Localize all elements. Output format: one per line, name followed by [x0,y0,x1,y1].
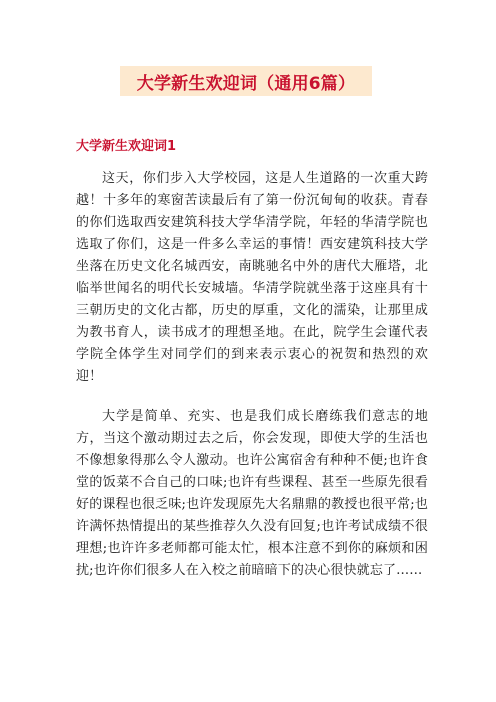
body-paragraph: 大学是简单、充实、也是我们成长磨练我们意志的地方，当这个激动期过去之后，你会发现，即使大学的生活也不像想象得那么令人激动。也许公寓宿舍有种种不便;也许食堂的饭菜不合自己的口味;也许有些课程、甚至一些原先很看好的课程也很乏味;也许发现原先大名鼎鼎的教授也很平常;也许满怀热情提出的某些推荐久久没有回复;也许考试成绩不很理想;也许许多老师都可能太忙，根本注意不到你的麻烦和困扰;也许你们很多人在入校之前暗暗下的决心很快就忘了…… [76,409,428,578]
section-heading: 大学新生欢迎词1 [76,139,177,154]
page-title: 大学新生欢迎词（通用6篇） [136,73,356,94]
title-banner [120,66,372,96]
body-paragraph: 这天，你们步入大学校园，这是人生道路的一次重大跨越！十多年的寒窗苦读最后有了第一份沉甸甸的收获。青春的你们选取西安建筑科技大学华清学院，年轻的华清学院也选取了你们，这是一件多么幸运的事情！西安建筑科技大学坐落在历史文化名城西安，南眺驰名中外的唐代大雁塔，北临举世闻名的明代长安城墙。华清学院就坐落于这座具有十三朝历史的文化古都，历史的厚重，文化的濡染，让那里成为教书育人，读书成才的理想圣地。在此，院学生会谨代表学院全体学生对同学们的到来表示衷心的祝贺和热烈的欢迎！ [76,171,428,384]
